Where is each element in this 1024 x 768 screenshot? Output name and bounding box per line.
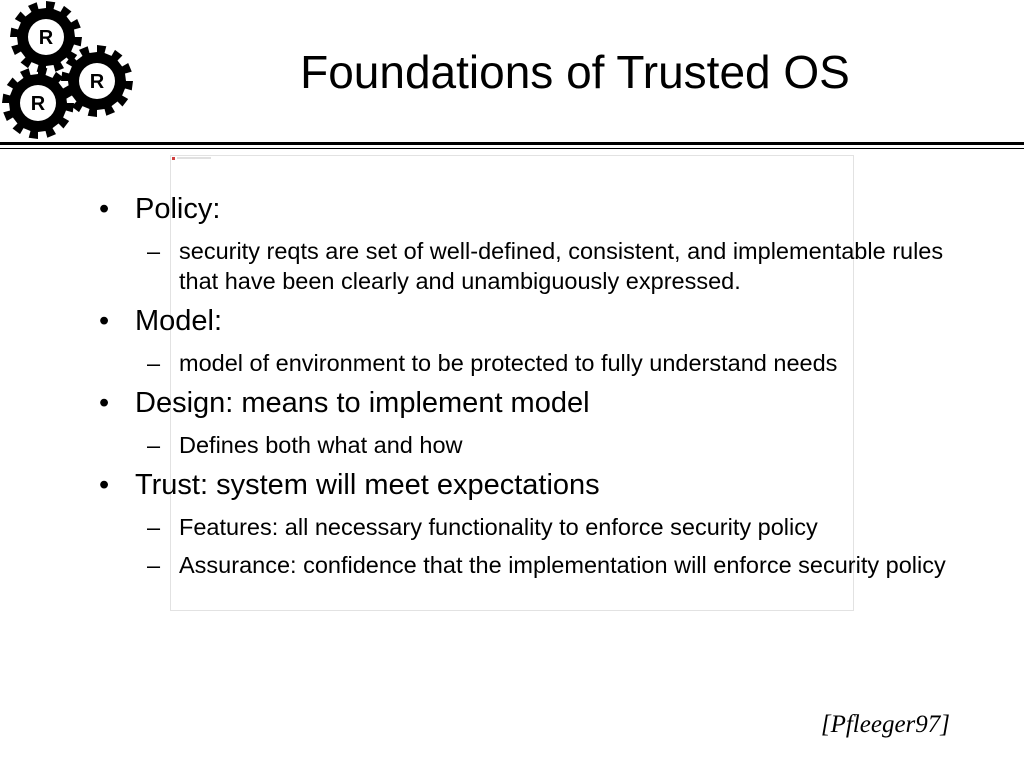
bullet-dot-icon: • xyxy=(99,387,110,419)
sub-bullet-item xyxy=(135,512,956,542)
sub-bullet-text: model of environment to be protected to fully understand needs xyxy=(179,350,838,376)
title-divider-thin xyxy=(0,148,1024,149)
sub-bullet-item xyxy=(135,550,956,580)
title-divider xyxy=(0,142,1024,145)
dash-icon: – xyxy=(147,238,161,264)
bullet-dot-icon: • xyxy=(99,193,110,225)
bullet-item xyxy=(96,466,956,580)
dash-icon: – xyxy=(147,514,161,540)
sub-bullet-item xyxy=(135,348,956,378)
bullet-label: Model: xyxy=(135,305,223,337)
bullet-label: Policy: xyxy=(135,193,221,225)
citation: [Pfleeger97] xyxy=(820,711,950,738)
dash-icon: – xyxy=(147,432,161,458)
bullet-dot-icon: • xyxy=(99,305,110,337)
dash-icon: – xyxy=(147,350,161,376)
sub-bullet-text: Assurance: confidence that the implementation will enforce security policy xyxy=(179,552,946,578)
gear-letter: R xyxy=(38,27,54,49)
bullet-item xyxy=(96,302,956,378)
sub-bullet-text: Defines both what and how xyxy=(179,432,463,458)
sub-bullet-text: security reqts are set of well-defined, consistent, and implementable rules that have been clearly and unambiguously expressed. xyxy=(179,238,944,294)
gear-letter: R xyxy=(89,71,105,93)
gears-logo xyxy=(0,0,140,140)
bullet-label: Design: means to implement model xyxy=(135,387,590,419)
slide-title: Foundations of Trusted OS xyxy=(300,46,850,98)
image-caption-placeholder xyxy=(177,157,211,159)
broken-image-icon xyxy=(172,157,175,160)
sub-bullet-item xyxy=(135,236,956,296)
bullet-list xyxy=(96,190,956,580)
bullet-item xyxy=(96,384,956,460)
dash-icon: – xyxy=(147,552,161,578)
gear-letter: R xyxy=(30,93,46,115)
sub-bullet-text: Features: all necessary functionality to enforce security policy xyxy=(179,514,818,540)
bullet-item xyxy=(96,190,956,296)
bullet-dot-icon: • xyxy=(99,469,110,501)
sub-bullet-item xyxy=(135,430,956,460)
bullet-label: Trust: system will meet expectations xyxy=(135,469,600,501)
